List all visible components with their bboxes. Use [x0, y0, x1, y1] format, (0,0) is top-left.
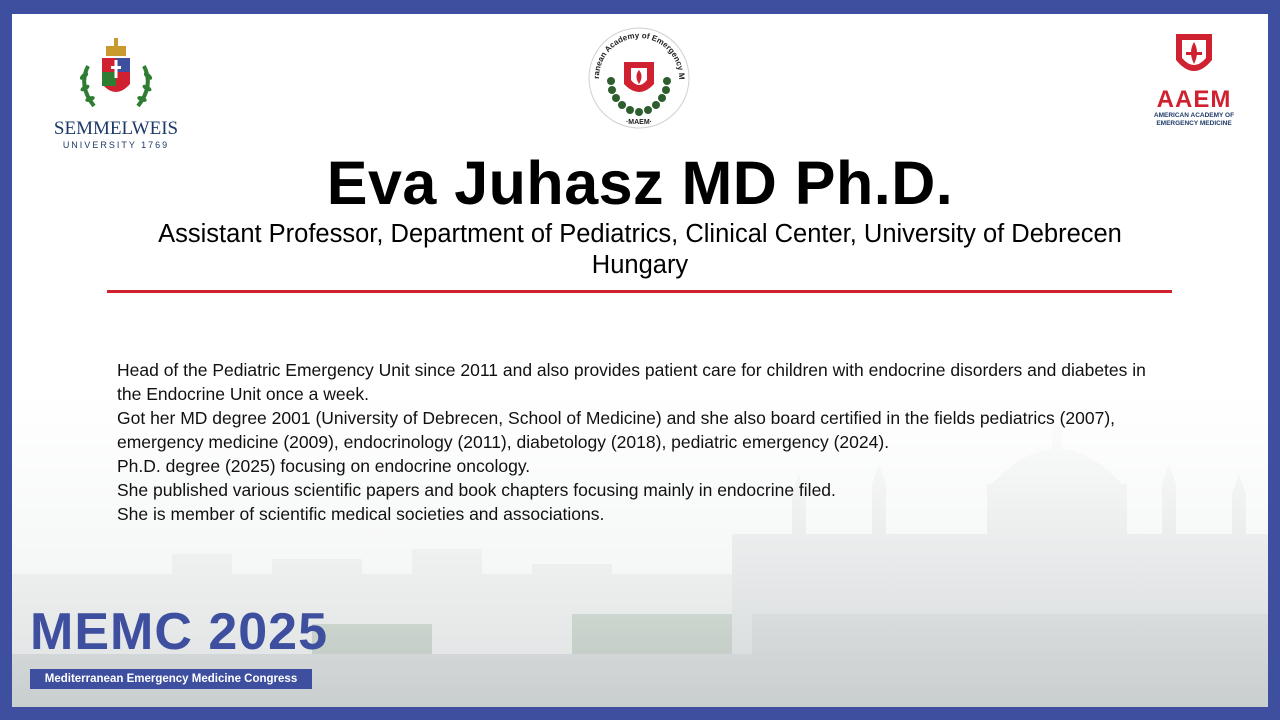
speaker-name: Eva Juhasz MD Ph.D. — [326, 149, 954, 217]
congress-subtitle: Mediterranean Emergency Medicine Congress — [30, 669, 312, 689]
bio-paragraph: Ph.D. degree (2025) focusing on endocrine oncology. — [117, 456, 531, 476]
bio-paragraph: Head of the Pediatric Emergency Unit since 2011 and also provides patient care for children with endocrine disorders and diabetes in the Endocrine Unit once a week. — [117, 360, 1146, 404]
maem-abbr: ·MAEM· — [625, 119, 653, 126]
semmelweis-crest-icon — [48, 36, 184, 116]
semmelweis-subtitle: UNIVERSITY 1769 — [62, 140, 170, 150]
bio-paragraph: She is member of scientific medical societies and associations. — [117, 504, 605, 524]
speaker-position — [12, 219, 1268, 281]
aaem-title: AAEM — [1156, 86, 1232, 113]
aaem-subtitle-line2: EMERGENCY MEDICINE — [1156, 120, 1232, 127]
speaker-position-line1: Assistant Professor, Department of Pediatrics, Clinical Center, University of Debrecen — [158, 220, 1122, 248]
maem-emblem-icon — [584, 20, 694, 132]
semmelweis-logo — [48, 36, 184, 150]
speaker-bio — [117, 358, 1157, 526]
speaker-position-line2: Hungary — [591, 251, 689, 279]
title-divider — [107, 290, 1172, 293]
bio-paragraph: She published various scientific papers and book chapters focusing mainly in endocrine filed. — [117, 480, 836, 500]
aaem-logo — [1142, 30, 1246, 127]
semmelweis-name: SEMMELWEIS — [53, 118, 179, 139]
aaem-shield-icon — [1142, 30, 1246, 86]
aaem-subtitle — [1142, 112, 1246, 128]
maem-ring-text: ranean Academy of Emergency M — [591, 30, 687, 80]
congress-title: MEMC 2025 — [30, 603, 328, 661]
bio-paragraph: Got her MD degree 2001 (University of Debrecen, School of Medicine) and she also board certified in the fields pediatrics (2007), emergency medicine (2009), endocrinology (2011), diabetology (2018), pediatric emergency (2024). — [117, 408, 1116, 452]
slide — [12, 14, 1268, 707]
aaem-subtitle-line1: AMERICAN ACADEMY OF — [1153, 112, 1235, 119]
maem-logo — [584, 20, 694, 132]
